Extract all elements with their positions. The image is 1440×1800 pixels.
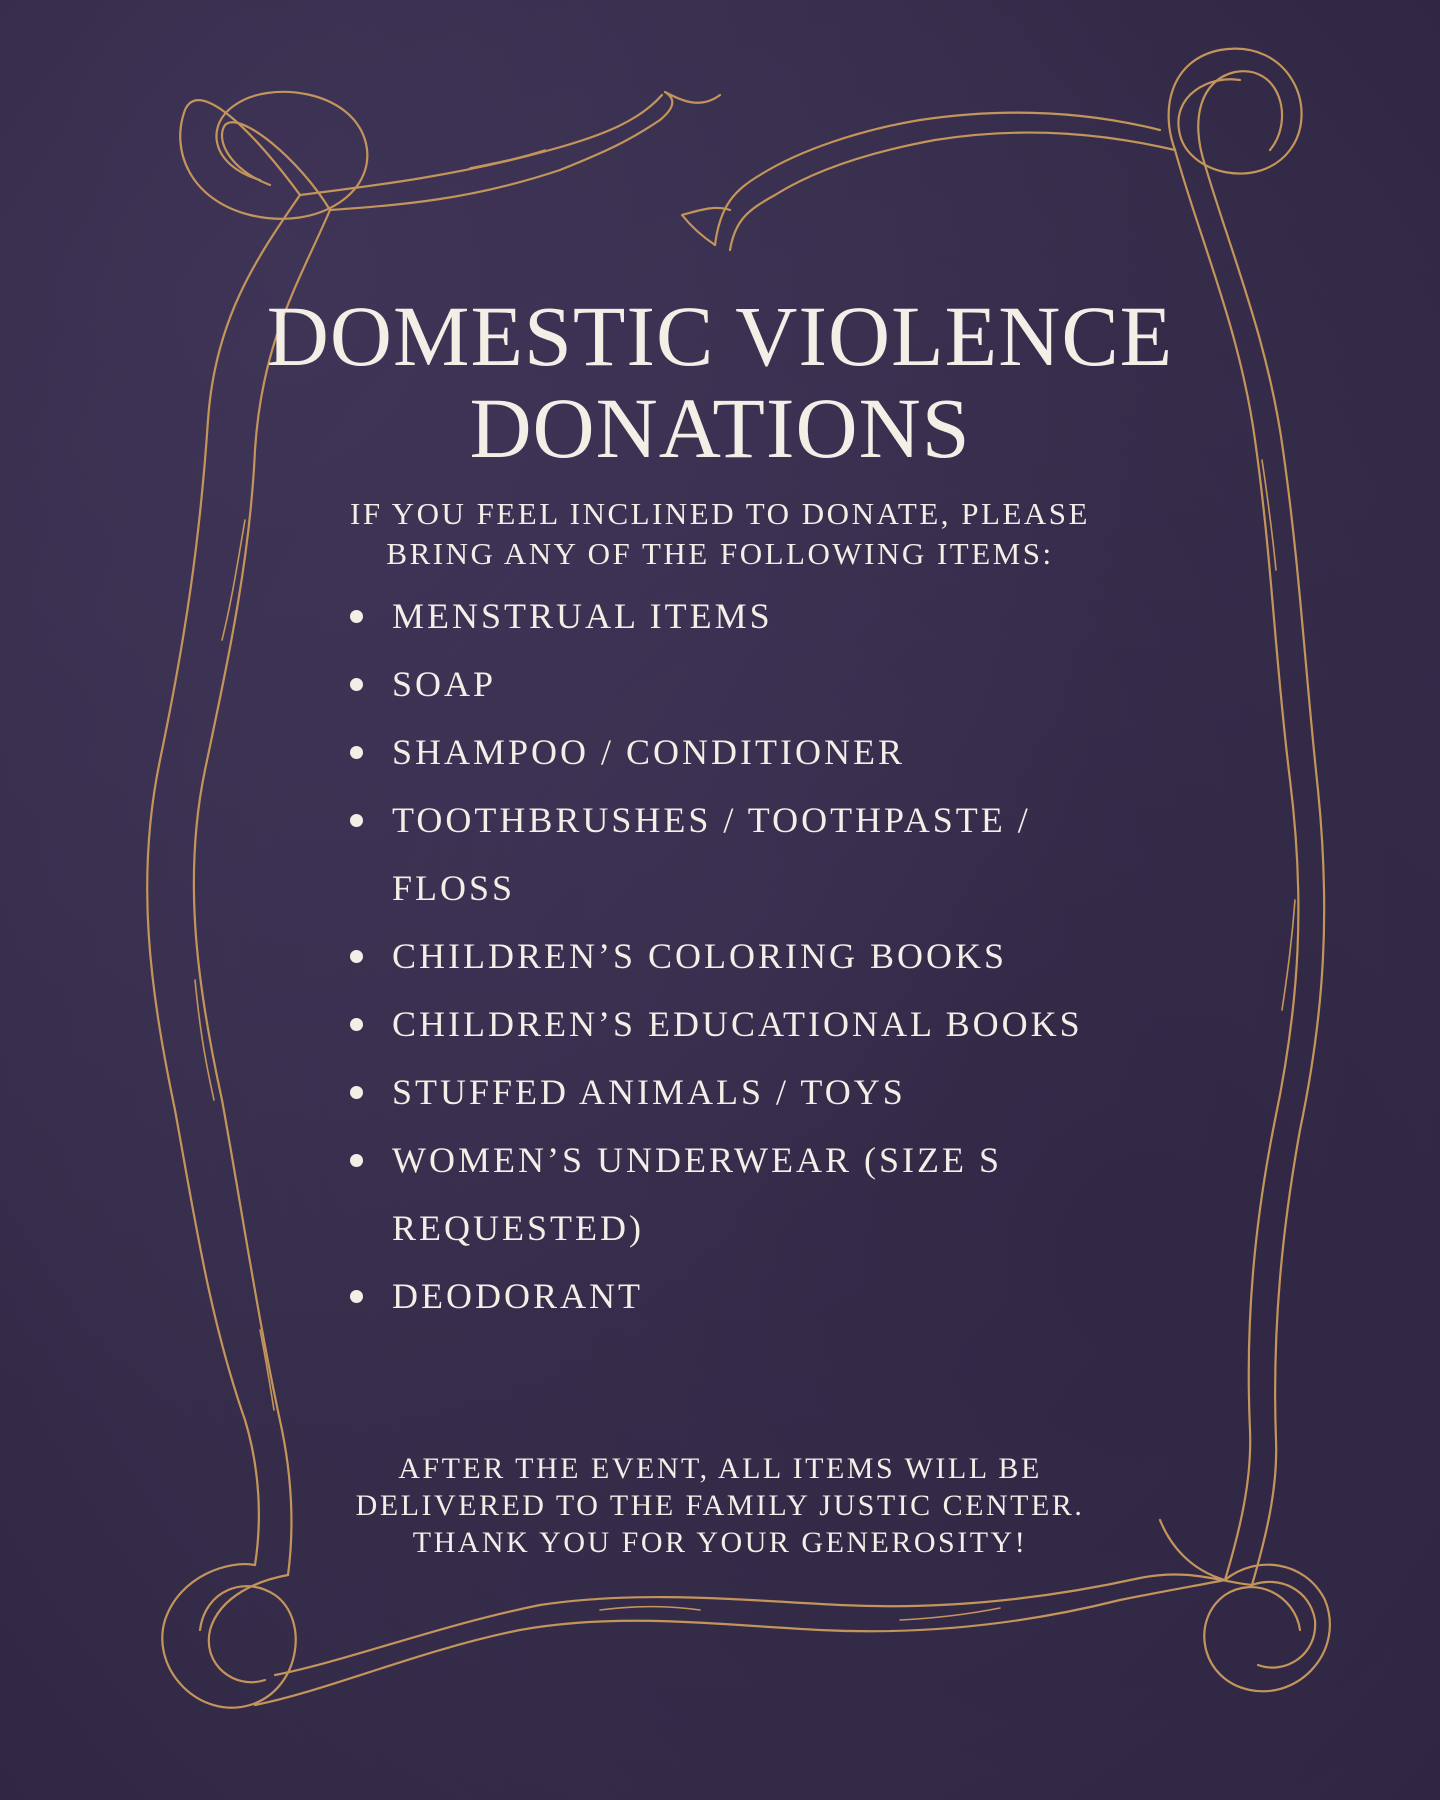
- ribbon-bottom-right-loop-inner: [1252, 1582, 1315, 1668]
- page-title: [220, 290, 1220, 474]
- ribbon-bottom-inner: [275, 1574, 1252, 1675]
- ribbon-top-right-tail-lower: [730, 133, 1175, 250]
- list-item: [340, 786, 1120, 922]
- title-line: DOMESTIC VIOLENCE: [266, 288, 1174, 384]
- ribbon-top-left-loop: [180, 92, 367, 219]
- bullet-icon: [350, 1154, 363, 1167]
- list-item-label: MENSTRUAL ITEMS: [392, 596, 773, 636]
- bullet-icon: [350, 678, 363, 691]
- list-item-label: TOOTHBRUSHES / TOOTHPASTE / FLOSS: [392, 800, 1031, 908]
- bullet-icon: [350, 610, 363, 623]
- ribbon-right-crease-2: [1282, 900, 1295, 1010]
- closing-text: [220, 1450, 1220, 1561]
- bullet-icon: [350, 1086, 363, 1099]
- bullet-icon: [350, 1018, 363, 1031]
- list-item-label: DEODORANT: [392, 1276, 643, 1316]
- ribbon-bottom-left-loop-inner: [209, 1575, 288, 1682]
- list-item-label: SHAMPOO / CONDITIONER: [392, 732, 906, 772]
- ribbon-top-left-tail-crease: [470, 150, 545, 168]
- ribbon-top-left-loop-inner: [222, 122, 330, 210]
- ribbon-top-left-tail-lower: [300, 95, 662, 195]
- closing-line: THANK YOU FOR YOUR GENEROSITY!: [412, 1526, 1028, 1559]
- ribbon-bottom-right-loop: [1204, 1565, 1330, 1692]
- ribbon-left-crease-2: [195, 980, 214, 1100]
- list-item-label: STUFFED ANIMALS / TOYS: [392, 1072, 906, 1112]
- title-line: DONATIONS: [469, 380, 971, 476]
- list-item: [340, 1262, 1120, 1330]
- ribbon-right-inner: [1205, 165, 1324, 1585]
- list-item-label: CHILDREN’S EDUCATIONAL BOOKS: [392, 1004, 1083, 1044]
- list-item: [340, 582, 1120, 650]
- closing-line: DELIVERED TO THE FAMILY JUSTIC CENTER.: [355, 1489, 1085, 1522]
- list-item-label: WOMEN’S UNDERWEAR (SIZE S REQUESTED): [392, 1140, 1002, 1248]
- list-item-label: SOAP: [392, 664, 497, 704]
- closing-line: AFTER THE EVENT, ALL ITEMS WILL BE: [398, 1452, 1042, 1485]
- list-item: [340, 718, 1120, 786]
- list-item: [340, 650, 1120, 718]
- ribbon-top-right-loop-inner: [1198, 71, 1282, 165]
- ribbon-bottom-crease-2: [900, 1608, 1000, 1620]
- bullet-icon: [350, 1290, 363, 1303]
- intro-text: [220, 494, 1220, 574]
- ribbon-top-right-tail: [715, 113, 1160, 245]
- list-item: [340, 990, 1120, 1058]
- intro-line: IF YOU FEEL INCLINED TO DONATE, PLEASE: [350, 496, 1090, 531]
- ribbon-bottom-crease-1: [600, 1607, 700, 1610]
- list-item-label: CHILDREN’S COLORING BOOKS: [392, 936, 1008, 976]
- bullet-icon: [350, 814, 363, 827]
- intro-line: BRING ANY OF THE FOLLOWING ITEMS:: [386, 536, 1054, 571]
- bullet-icon: [350, 746, 363, 759]
- ribbon-left-crease-3: [260, 1330, 274, 1410]
- ribbon-bottom-left-loop: [162, 1564, 295, 1708]
- donation-items-list: [340, 582, 1120, 1330]
- ribbon-top-left-tail: [330, 92, 720, 210]
- bullet-icon: [350, 950, 363, 963]
- list-item: [340, 1126, 1120, 1262]
- list-item: [340, 922, 1120, 990]
- list-item: [340, 1058, 1120, 1126]
